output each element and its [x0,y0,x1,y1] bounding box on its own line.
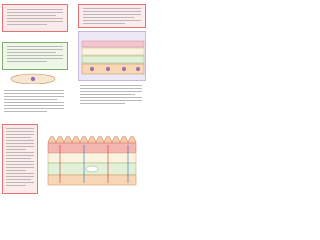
cell-sketch [8,73,58,84]
intestinal-wall-diagram [40,123,147,195]
text-paragraph-left [2,89,68,119]
document-page [0,0,149,198]
text-box-bottom-left [2,124,38,194]
text-paragraph-right [78,84,146,114]
figure-bottom-box [40,118,147,196]
text-box-mid-left [2,42,68,70]
figure-right-box [78,31,146,81]
text-box-top-left [2,4,68,32]
small-figure-left [8,72,58,84]
text-box-top-right [78,4,146,28]
tissue-layer-diagram [80,38,146,80]
